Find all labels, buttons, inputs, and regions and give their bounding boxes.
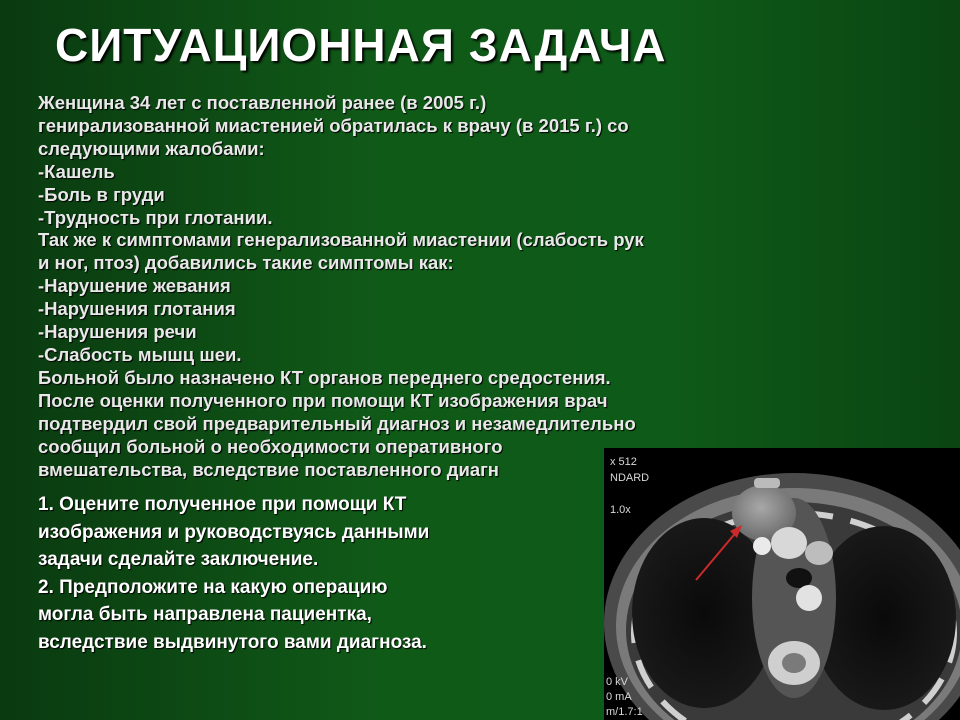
slide-title: СИТУАЦИОННАЯ ЗАДАЧА	[55, 19, 667, 71]
question-line: задачи сделайте заключение.	[38, 549, 319, 571]
case-line: Больной было назначено КТ органов переднего средостения.	[38, 366, 611, 388]
case-line: следующими жалобами:	[38, 137, 265, 159]
ct-label-bottom1: 0 kV	[606, 676, 629, 688]
case-line: и ног, птоз) добавились такие симптомы как:	[38, 252, 454, 274]
case-line: подтвердил свой предварительный диагноз и незамедлительно	[38, 412, 636, 434]
case-line: -Нарушения глотания	[38, 298, 236, 320]
case-line: Женщина 34 лет с поставленной ранее (в 2005 г.)	[38, 92, 487, 113]
question-line: могла быть направлена пациентка,	[38, 604, 372, 626]
ct-scan-image	[604, 448, 960, 720]
case-line: сообщил больной о необходимости оперативного	[38, 435, 503, 457]
case-line: -Боль в груди	[38, 183, 165, 205]
ct-label-bottom3: m/1.7:1	[606, 706, 643, 718]
question-line: вследствие выдвинутого вами диагноза.	[38, 631, 427, 653]
ct-scan-graphic	[604, 448, 960, 720]
task-questions	[38, 491, 598, 657]
question-line: изображения и руководствуясь данными	[38, 521, 430, 543]
case-description	[38, 92, 818, 481]
case-line: -Нарушение жевания	[38, 275, 231, 297]
ct-label-top1: x 512	[610, 456, 637, 468]
case-line: -Кашель	[38, 160, 115, 182]
case-line: -Трудность при глотании.	[38, 206, 273, 228]
ct-label-bottom2: 0 mA	[606, 691, 632, 703]
question-line: 2. Предположите на какую операцию	[38, 576, 388, 598]
case-line: генирализованной миастенией обратилась к врачу (в 2015 г.) со	[38, 114, 629, 136]
case-line: -Нарушения речи	[38, 321, 197, 343]
question-line: 1. Оцените полученное при помощи КТ	[38, 494, 407, 515]
case-line: После оценки полученного при помощи КТ изображения врач	[38, 389, 608, 411]
case-line: вмешательства, вследствие поставленного диагн	[38, 458, 499, 480]
ct-label-top2: NDARD	[610, 472, 650, 484]
case-line: -Слабость мышц шеи.	[38, 343, 242, 365]
case-line: Так же к симптомами генерализованной миастении (слабость рук	[38, 229, 644, 251]
ct-label-zoom: 1.0x	[610, 504, 631, 516]
